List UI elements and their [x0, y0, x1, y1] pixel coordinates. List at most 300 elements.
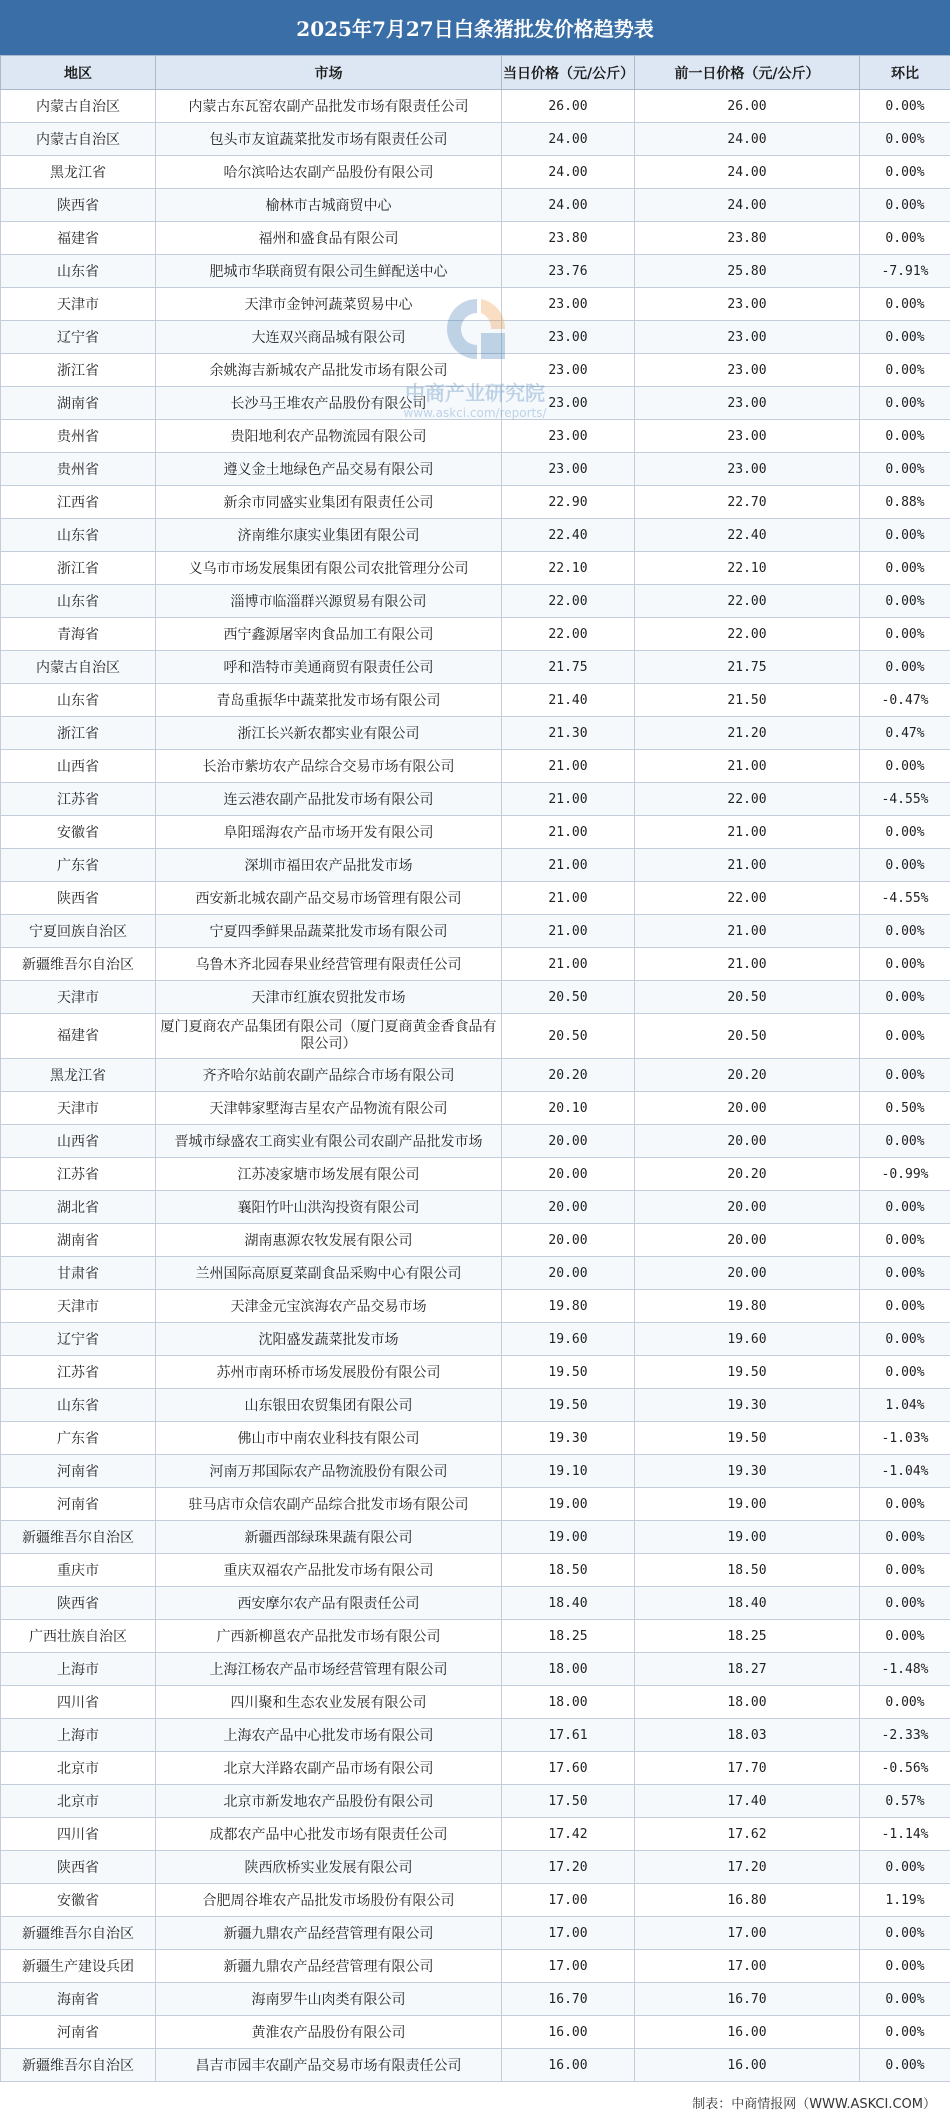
market-cell: 内蒙古东瓦窑农副产品批发市场有限责任公司 — [156, 90, 502, 123]
today-price-cell: 22.00 — [502, 618, 635, 651]
previous-price-cell: 22.40 — [635, 519, 860, 552]
region-cell: 陕西省 — [1, 1851, 156, 1884]
change-cell: -1.03% — [860, 1422, 950, 1455]
today-price-cell: 17.00 — [502, 1884, 635, 1917]
change-cell: 0.00% — [860, 585, 950, 618]
column-header-today-price: 当日价格（元/公斤） — [502, 56, 635, 90]
today-price-cell: 21.75 — [502, 651, 635, 684]
change-cell: 0.00% — [860, 1224, 950, 1257]
previous-price-cell: 22.00 — [635, 618, 860, 651]
change-cell: 0.00% — [860, 1521, 950, 1554]
previous-price-cell: 18.27 — [635, 1653, 860, 1686]
region-cell: 江西省 — [1, 486, 156, 519]
previous-price-cell: 21.50 — [635, 684, 860, 717]
today-price-cell: 20.20 — [502, 1059, 635, 1092]
today-price-cell: 17.00 — [502, 1950, 635, 1983]
region-cell: 内蒙古自治区 — [1, 651, 156, 684]
region-cell: 内蒙古自治区 — [1, 90, 156, 123]
market-cell: 深圳市福田农产品批发市场 — [156, 849, 502, 882]
column-header-previous-price: 前一日价格（元/公斤） — [635, 56, 860, 90]
today-price-cell: 22.10 — [502, 552, 635, 585]
column-header-change: 环比 — [860, 56, 950, 90]
region-cell: 浙江省 — [1, 717, 156, 750]
market-cell: 黄淮农产品股份有限公司 — [156, 2016, 502, 2049]
previous-price-cell: 19.30 — [635, 1455, 860, 1488]
change-cell: 0.00% — [860, 288, 950, 321]
table-row — [1, 222, 950, 255]
region-cell: 湖南省 — [1, 1224, 156, 1257]
change-cell: 0.00% — [860, 321, 950, 354]
market-cell: 昌吉市园丰农副产品交易市场有限责任公司 — [156, 2049, 502, 2082]
change-cell: 0.00% — [860, 1851, 950, 1884]
previous-price-cell: 23.00 — [635, 453, 860, 486]
market-cell: 佛山市中南农业科技有限公司 — [156, 1422, 502, 1455]
table-row — [1, 1983, 950, 2016]
change-cell: 1.19% — [860, 1884, 950, 1917]
table-row — [1, 1884, 950, 1917]
previous-price-cell: 17.00 — [635, 1950, 860, 1983]
change-cell: 0.00% — [860, 1290, 950, 1323]
today-price-cell: 19.30 — [502, 1422, 635, 1455]
table-row — [1, 156, 950, 189]
previous-price-cell: 20.00 — [635, 1224, 860, 1257]
table-row — [1, 1587, 950, 1620]
change-cell: 0.00% — [860, 387, 950, 420]
region-cell: 江苏省 — [1, 783, 156, 816]
today-price-cell: 19.10 — [502, 1455, 635, 1488]
today-price-cell: 16.00 — [502, 2016, 635, 2049]
today-price-cell: 20.10 — [502, 1092, 635, 1125]
today-price-cell: 22.40 — [502, 519, 635, 552]
table-row — [1, 1785, 950, 1818]
region-cell: 海南省 — [1, 1983, 156, 2016]
table-row — [1, 1389, 950, 1422]
change-cell: -1.14% — [860, 1818, 950, 1851]
market-cell: 合肥周谷堆农产品批发市场股份有限公司 — [156, 1884, 502, 1917]
market-cell: 上海农产品中心批发市场有限公司 — [156, 1719, 502, 1752]
previous-price-cell: 20.20 — [635, 1059, 860, 1092]
previous-price-cell: 19.80 — [635, 1290, 860, 1323]
today-price-cell: 18.50 — [502, 1554, 635, 1587]
market-cell: 福州和盛食品有限公司 — [156, 222, 502, 255]
change-cell: -0.47% — [860, 684, 950, 717]
market-cell: 上海江杨农产品市场经营管理有限公司 — [156, 1653, 502, 1686]
table-row — [1, 1554, 950, 1587]
region-cell: 贵州省 — [1, 453, 156, 486]
today-price-cell: 21.00 — [502, 915, 635, 948]
region-cell: 北京市 — [1, 1752, 156, 1785]
today-price-cell: 24.00 — [502, 189, 635, 222]
change-cell: 0.00% — [860, 1950, 950, 1983]
table-row — [1, 453, 950, 486]
previous-price-cell: 16.00 — [635, 2016, 860, 2049]
previous-price-cell: 16.00 — [635, 2049, 860, 2082]
region-cell: 湖北省 — [1, 1191, 156, 1224]
today-price-cell: 21.00 — [502, 783, 635, 816]
region-cell: 安徽省 — [1, 1884, 156, 1917]
change-cell: 0.57% — [860, 1785, 950, 1818]
today-price-cell: 17.50 — [502, 1785, 635, 1818]
previous-price-cell: 19.50 — [635, 1356, 860, 1389]
market-cell: 西安新北城农副产品交易市场管理有限公司 — [156, 882, 502, 915]
today-price-cell: 20.00 — [502, 1191, 635, 1224]
today-price-cell: 17.20 — [502, 1851, 635, 1884]
change-cell: 0.00% — [860, 651, 950, 684]
change-cell: 0.50% — [860, 1092, 950, 1125]
table-row — [1, 552, 950, 585]
change-cell: -1.48% — [860, 1653, 950, 1686]
table-row — [1, 1356, 950, 1389]
market-cell: 广西新柳邕农产品批发市场有限公司 — [156, 1620, 502, 1653]
region-cell: 山东省 — [1, 684, 156, 717]
previous-price-cell: 23.00 — [635, 387, 860, 420]
previous-price-cell: 23.00 — [635, 354, 860, 387]
region-cell: 黑龙江省 — [1, 156, 156, 189]
table-row — [1, 1917, 950, 1950]
change-cell: 0.00% — [860, 1686, 950, 1719]
table-row — [1, 519, 950, 552]
today-price-cell: 26.00 — [502, 90, 635, 123]
market-cell: 长治市紫坊农产品综合交易市场有限公司 — [156, 750, 502, 783]
today-price-cell: 23.00 — [502, 387, 635, 420]
change-cell: -0.99% — [860, 1158, 950, 1191]
today-price-cell: 20.50 — [502, 1014, 635, 1059]
table-row — [1, 1752, 950, 1785]
previous-price-cell: 19.30 — [635, 1389, 860, 1422]
table-row — [1, 915, 950, 948]
change-cell: 0.00% — [860, 420, 950, 453]
previous-price-cell: 17.20 — [635, 1851, 860, 1884]
today-price-cell: 21.40 — [502, 684, 635, 717]
change-cell: 1.04% — [860, 1389, 950, 1422]
change-cell: 0.00% — [860, 1917, 950, 1950]
table-row — [1, 189, 950, 222]
region-cell: 山东省 — [1, 585, 156, 618]
today-price-cell: 17.00 — [502, 1917, 635, 1950]
today-price-cell: 19.00 — [502, 1488, 635, 1521]
region-cell: 天津市 — [1, 288, 156, 321]
table-row — [1, 1818, 950, 1851]
table-row — [1, 1059, 950, 1092]
market-cell: 陕西欣桥实业发展有限公司 — [156, 1851, 502, 1884]
today-price-cell: 21.00 — [502, 750, 635, 783]
change-cell: 0.00% — [860, 1257, 950, 1290]
previous-price-cell: 18.25 — [635, 1620, 860, 1653]
table-row — [1, 783, 950, 816]
change-cell: 0.00% — [860, 2049, 950, 2082]
previous-price-cell: 16.80 — [635, 1884, 860, 1917]
table-row — [1, 1653, 950, 1686]
change-cell: 0.00% — [860, 1356, 950, 1389]
table-row — [1, 1950, 950, 1983]
market-cell: 襄阳竹叶山洪沟投资有限公司 — [156, 1191, 502, 1224]
change-cell: 0.00% — [860, 189, 950, 222]
change-cell: 0.00% — [860, 915, 950, 948]
change-cell: 0.47% — [860, 717, 950, 750]
table-row — [1, 486, 950, 519]
today-price-cell: 18.25 — [502, 1620, 635, 1653]
previous-price-cell: 19.00 — [635, 1488, 860, 1521]
today-price-cell: 24.00 — [502, 123, 635, 156]
previous-price-cell: 20.50 — [635, 1014, 860, 1059]
region-cell: 新疆生产建设兵团 — [1, 1950, 156, 1983]
table-row — [1, 387, 950, 420]
region-cell: 福建省 — [1, 1014, 156, 1059]
table-row — [1, 948, 950, 981]
change-cell: -4.55% — [860, 783, 950, 816]
market-cell: 新疆九鼎农产品经营管理有限公司 — [156, 1950, 502, 1983]
today-price-cell: 23.00 — [502, 453, 635, 486]
price-table — [0, 55, 950, 2082]
previous-price-cell: 23.00 — [635, 321, 860, 354]
today-price-cell: 20.00 — [502, 1158, 635, 1191]
table-row — [1, 1455, 950, 1488]
region-cell: 陕西省 — [1, 189, 156, 222]
previous-price-cell: 23.80 — [635, 222, 860, 255]
market-cell: 河南万邦国际农产品物流股份有限公司 — [156, 1455, 502, 1488]
previous-price-cell: 17.70 — [635, 1752, 860, 1785]
table-row — [1, 123, 950, 156]
change-cell: 0.00% — [860, 1488, 950, 1521]
region-cell: 新疆维吾尔自治区 — [1, 2049, 156, 2082]
table-row — [1, 816, 950, 849]
previous-price-cell: 19.50 — [635, 1422, 860, 1455]
watermark-url: www.askci.com/reports/ — [403, 406, 547, 420]
today-price-cell: 21.00 — [502, 948, 635, 981]
table-row — [1, 420, 950, 453]
table-row — [1, 750, 950, 783]
table-row — [1, 1257, 950, 1290]
today-price-cell: 20.00 — [502, 1257, 635, 1290]
region-cell: 广东省 — [1, 849, 156, 882]
previous-price-cell: 18.40 — [635, 1587, 860, 1620]
change-cell: 0.00% — [860, 1983, 950, 2016]
previous-price-cell: 24.00 — [635, 156, 860, 189]
previous-price-cell: 22.10 — [635, 552, 860, 585]
previous-price-cell: 20.00 — [635, 1191, 860, 1224]
region-cell: 重庆市 — [1, 1554, 156, 1587]
market-cell: 重庆双福农产品批发市场有限公司 — [156, 1554, 502, 1587]
table-row — [1, 1158, 950, 1191]
previous-price-cell: 22.00 — [635, 783, 860, 816]
market-cell: 包头市友谊蔬菜批发市场有限责任公司 — [156, 123, 502, 156]
previous-price-cell: 21.00 — [635, 750, 860, 783]
footer-credit: 制表：中商情报网（WWW.ASKCI.COM） — [692, 2097, 936, 2112]
market-cell: 乌鲁木齐北园春果业经营管理有限责任公司 — [156, 948, 502, 981]
market-cell: 四川聚和生态农业发展有限公司 — [156, 1686, 502, 1719]
region-cell: 宁夏回族自治区 — [1, 915, 156, 948]
change-cell: 0.00% — [860, 1323, 950, 1356]
today-price-cell: 21.00 — [502, 849, 635, 882]
change-cell: -0.56% — [860, 1752, 950, 1785]
today-price-cell: 19.80 — [502, 1290, 635, 1323]
table-row — [1, 1422, 950, 1455]
today-price-cell: 16.70 — [502, 1983, 635, 2016]
table-row — [1, 1125, 950, 1158]
table-row — [1, 288, 950, 321]
region-cell: 辽宁省 — [1, 321, 156, 354]
previous-price-cell: 21.75 — [635, 651, 860, 684]
previous-price-cell: 20.00 — [635, 1092, 860, 1125]
region-cell: 辽宁省 — [1, 1323, 156, 1356]
market-cell: 晋城市绿盛农工商实业有限公司农副产品批发市场 — [156, 1125, 502, 1158]
header-row — [1, 56, 950, 90]
market-cell: 成都农产品中心批发市场有限责任公司 — [156, 1818, 502, 1851]
change-cell: 0.00% — [860, 222, 950, 255]
previous-price-cell: 17.40 — [635, 1785, 860, 1818]
table-row — [1, 1851, 950, 1884]
previous-price-cell: 22.00 — [635, 882, 860, 915]
market-cell: 齐齐哈尔站前农副产品综合市场有限公司 — [156, 1059, 502, 1092]
region-cell: 内蒙古自治区 — [1, 123, 156, 156]
today-price-cell: 18.00 — [502, 1653, 635, 1686]
market-cell: 连云港农副产品批发市场有限公司 — [156, 783, 502, 816]
previous-price-cell: 17.62 — [635, 1818, 860, 1851]
region-cell: 福建省 — [1, 222, 156, 255]
table-row — [1, 1014, 950, 1059]
change-cell: 0.00% — [860, 618, 950, 651]
table-row — [1, 1290, 950, 1323]
region-cell: 上海市 — [1, 1653, 156, 1686]
table-row — [1, 1191, 950, 1224]
today-price-cell: 23.00 — [502, 321, 635, 354]
change-cell: 0.00% — [860, 453, 950, 486]
previous-price-cell: 19.00 — [635, 1521, 860, 1554]
market-cell: 苏州市南环桥市场发展股份有限公司 — [156, 1356, 502, 1389]
market-cell: 义乌市市场发展集团有限公司农批管理分公司 — [156, 552, 502, 585]
previous-price-cell: 20.00 — [635, 1257, 860, 1290]
today-price-cell: 19.50 — [502, 1356, 635, 1389]
region-cell: 天津市 — [1, 1092, 156, 1125]
market-cell: 浙江长兴新农都实业有限公司 — [156, 717, 502, 750]
column-header-market: 市场 — [156, 56, 502, 90]
today-price-cell: 23.76 — [502, 255, 635, 288]
table-row — [1, 354, 950, 387]
previous-price-cell: 23.00 — [635, 420, 860, 453]
market-cell: 青岛重振华中蔬菜批发市场有限公司 — [156, 684, 502, 717]
market-cell: 榆林市古城商贸中心 — [156, 189, 502, 222]
today-price-cell: 19.00 — [502, 1521, 635, 1554]
market-cell: 新疆九鼎农产品经营管理有限公司 — [156, 1917, 502, 1950]
change-cell: 0.00% — [860, 1191, 950, 1224]
change-cell: 0.00% — [860, 156, 950, 189]
table-row — [1, 882, 950, 915]
today-price-cell: 21.00 — [502, 816, 635, 849]
previous-price-cell: 18.03 — [635, 1719, 860, 1752]
region-cell: 山东省 — [1, 1389, 156, 1422]
market-cell: 北京市新发地农产品股份有限公司 — [156, 1785, 502, 1818]
region-cell: 陕西省 — [1, 882, 156, 915]
region-cell: 新疆维吾尔自治区 — [1, 948, 156, 981]
today-price-cell: 22.90 — [502, 486, 635, 519]
region-cell: 山东省 — [1, 519, 156, 552]
region-cell: 山西省 — [1, 1125, 156, 1158]
market-cell: 天津韩家墅海吉星农产品物流有限公司 — [156, 1092, 502, 1125]
region-cell: 天津市 — [1, 981, 156, 1014]
today-price-cell: 20.50 — [502, 981, 635, 1014]
previous-price-cell: 18.50 — [635, 1554, 860, 1587]
previous-price-cell: 20.00 — [635, 1125, 860, 1158]
previous-price-cell: 25.80 — [635, 255, 860, 288]
market-cell: 天津市金钟河蔬菜贸易中心 — [156, 288, 502, 321]
region-cell: 新疆维吾尔自治区 — [1, 1521, 156, 1554]
change-cell: 0.88% — [860, 486, 950, 519]
region-cell: 江苏省 — [1, 1356, 156, 1389]
market-cell: 湖南惠源农牧发展有限公司 — [156, 1224, 502, 1257]
previous-price-cell: 17.00 — [635, 1917, 860, 1950]
market-cell: 遵义金土地绿色产品交易有限公司 — [156, 453, 502, 486]
market-cell: 西宁鑫源屠宰肉食品加工有限公司 — [156, 618, 502, 651]
change-cell: 0.00% — [860, 948, 950, 981]
today-price-cell: 24.00 — [502, 156, 635, 189]
region-cell: 湖南省 — [1, 387, 156, 420]
market-cell: 沈阳盛发蔬菜批发市场 — [156, 1323, 502, 1356]
region-cell: 黑龙江省 — [1, 1059, 156, 1092]
change-cell: 0.00% — [860, 849, 950, 882]
table-row — [1, 1686, 950, 1719]
change-cell: 0.00% — [860, 1620, 950, 1653]
change-cell: 0.00% — [860, 90, 950, 123]
column-header-region: 地区 — [1, 56, 156, 90]
previous-price-cell: 26.00 — [635, 90, 860, 123]
region-cell: 安徽省 — [1, 816, 156, 849]
today-price-cell: 22.00 — [502, 585, 635, 618]
region-cell: 四川省 — [1, 1818, 156, 1851]
change-cell: 0.00% — [860, 1587, 950, 1620]
region-cell: 广东省 — [1, 1422, 156, 1455]
table-row — [1, 717, 950, 750]
table-row — [1, 618, 950, 651]
change-cell: 0.00% — [860, 816, 950, 849]
today-price-cell: 20.00 — [502, 1125, 635, 1158]
region-cell: 青海省 — [1, 618, 156, 651]
previous-price-cell: 19.60 — [635, 1323, 860, 1356]
table-row — [1, 1719, 950, 1752]
market-cell: 天津市红旗农贸批发市场 — [156, 981, 502, 1014]
previous-price-cell: 24.00 — [635, 123, 860, 156]
previous-price-cell: 20.50 — [635, 981, 860, 1014]
market-cell: 贵阳地利农产品物流园有限公司 — [156, 420, 502, 453]
market-cell: 大连双兴商品城有限公司 — [156, 321, 502, 354]
today-price-cell: 19.60 — [502, 1323, 635, 1356]
market-cell: 江苏凌家塘市场发展有限公司 — [156, 1158, 502, 1191]
change-cell: -4.55% — [860, 882, 950, 915]
change-cell: 0.00% — [860, 552, 950, 585]
market-cell: 海南罗牛山肉类有限公司 — [156, 1983, 502, 2016]
market-cell: 山东银田农贸集团有限公司 — [156, 1389, 502, 1422]
table-row — [1, 1488, 950, 1521]
today-price-cell: 19.50 — [502, 1389, 635, 1422]
change-cell: 0.00% — [860, 2016, 950, 2049]
change-cell: 0.00% — [860, 750, 950, 783]
market-cell: 长沙马王堆农产品股份有限公司 — [156, 387, 502, 420]
today-price-cell: 20.00 — [502, 1224, 635, 1257]
table-row — [1, 1521, 950, 1554]
today-price-cell: 17.61 — [502, 1719, 635, 1752]
previous-price-cell: 22.00 — [635, 585, 860, 618]
today-price-cell: 18.40 — [502, 1587, 635, 1620]
region-cell: 甘肃省 — [1, 1257, 156, 1290]
market-cell: 阜阳瑶海农产品市场开发有限公司 — [156, 816, 502, 849]
market-cell: 呼和浩特市美通商贸有限责任公司 — [156, 651, 502, 684]
region-cell: 陕西省 — [1, 1587, 156, 1620]
region-cell: 浙江省 — [1, 552, 156, 585]
region-cell: 山西省 — [1, 750, 156, 783]
region-cell: 江苏省 — [1, 1158, 156, 1191]
region-cell: 贵州省 — [1, 420, 156, 453]
market-cell: 北京大洋路农副产品市场有限公司 — [156, 1752, 502, 1785]
market-cell: 厦门夏商农产品集团有限公司（厦门夏商黄金香食品有限公司） — [156, 1014, 502, 1059]
